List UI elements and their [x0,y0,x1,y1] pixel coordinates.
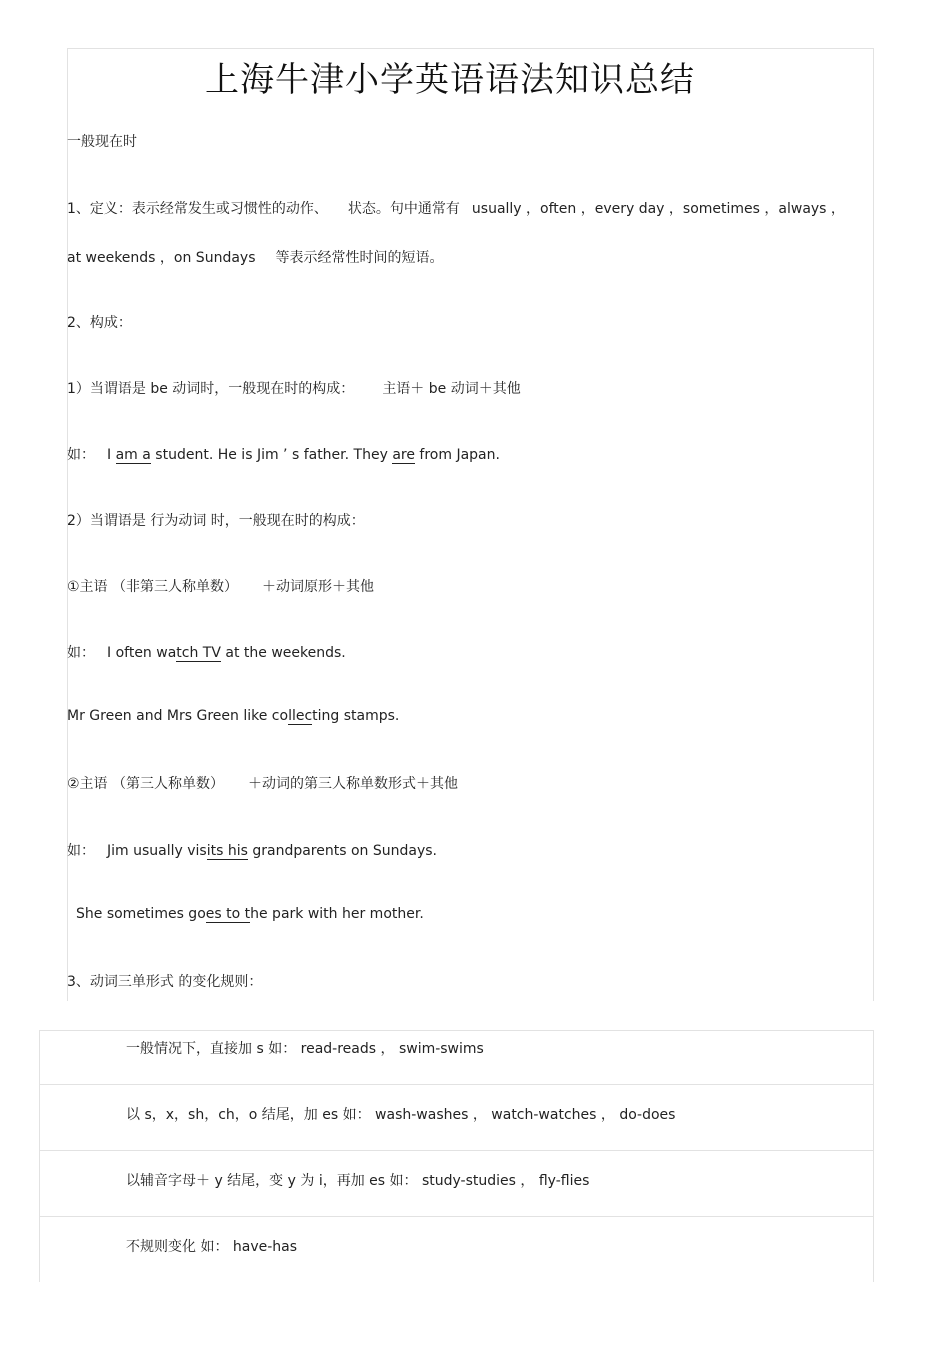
example-text: Jim usually vis [107,843,207,859]
rule-1-text-a: ①主语 （非第三人称单数） [67,579,239,595]
example-text: grandparents on Sundays. [247,843,437,859]
conjugation-rules-table [39,1030,874,1282]
underlined-text: am a [115,447,151,463]
definition-line-1 [67,198,845,218]
third-person-heading: 3、动词三单形式 的变化规则： [67,974,263,990]
rule-cell: 以辅音字母＋ y 结尾，变 y 为 i，再加 es 如： study-studies ， fly-flies [126,1173,590,1189]
example-text: Jim ’ s father. They [256,447,393,463]
underlined-text: its his [206,843,248,859]
action-verb-rule: 2）当谓语是 行为动词 时，一般现在时的构成： [67,513,365,529]
example-text: She sometimes go [76,906,206,922]
example-text: ting stamps. [312,708,400,724]
underlined-text: llec [288,708,313,724]
example-text: from Japan. [414,447,500,463]
example-prefix: 如： [67,843,95,859]
section-heading: 一般现在时 [67,134,137,150]
document-title: 上海牛津小学英语语法知识总结 [205,60,695,100]
definition-line-2 [67,247,444,267]
example-text: I [107,447,116,463]
definition-text-a: 1、定义：表示经常发生或习惯性的动作、 [67,201,328,217]
structure-heading: 2、构成： [67,315,132,331]
example-watch-tv [67,642,346,662]
rule-cell: 以 s，x，sh，ch，o 结尾，加 es 如： wash-washes ， watch-watches ， do-does [126,1107,676,1123]
underlined-text: es to t [205,906,251,922]
example-prefix: 如： [67,645,95,661]
example-goes [76,906,424,922]
table-row [40,1084,873,1151]
definition-text-c: 等表示经常性时间的短语。 [275,250,444,266]
example-visits [67,840,437,860]
example-prefix: 如： [67,447,95,463]
rule-cell: 一般情况下，直接加 s 如： read-reads ， swim-swims [126,1041,484,1057]
definition-phrases: at weekends ，on Sundays [67,250,256,266]
be-rule-text-a: 1）当谓语是 be 动词时，一般现在时的构成： [67,381,355,397]
rule-2-text-b: ＋动词的第三人称单数形式＋其他 [248,776,459,792]
underlined-text: tch TV [176,645,221,661]
example-text: at the weekends. [220,645,346,661]
example-text: I often wa [107,645,177,661]
subject-rule-2 [67,773,458,793]
be-rule-text-b: 主语＋ be 动词＋其他 [382,381,521,397]
table-row [40,1150,873,1217]
table-row [40,1216,873,1283]
be-verb-example [67,444,500,464]
example-text: student. He is [150,447,257,463]
be-verb-rule [67,378,521,398]
rule-2-text-a: ②主语 （第三人称单数） [67,776,225,792]
underlined-text: are [392,447,415,463]
example-text: he park with her mother. [250,906,424,922]
example-collecting-stamps [67,708,399,724]
rule-cell: 不规则变化 如： have-has [126,1239,298,1255]
table-row [40,1030,873,1085]
rule-1-text-b: ＋动词原形＋其他 [262,579,375,595]
definition-adverbs: usually ，often ，every day ，sometimes ，always ， [471,201,845,217]
definition-text-b: 状态。句中通常有 [347,201,460,217]
subject-rule-1 [67,576,374,596]
example-text: Mr Green and Mrs Green like co [67,708,289,724]
